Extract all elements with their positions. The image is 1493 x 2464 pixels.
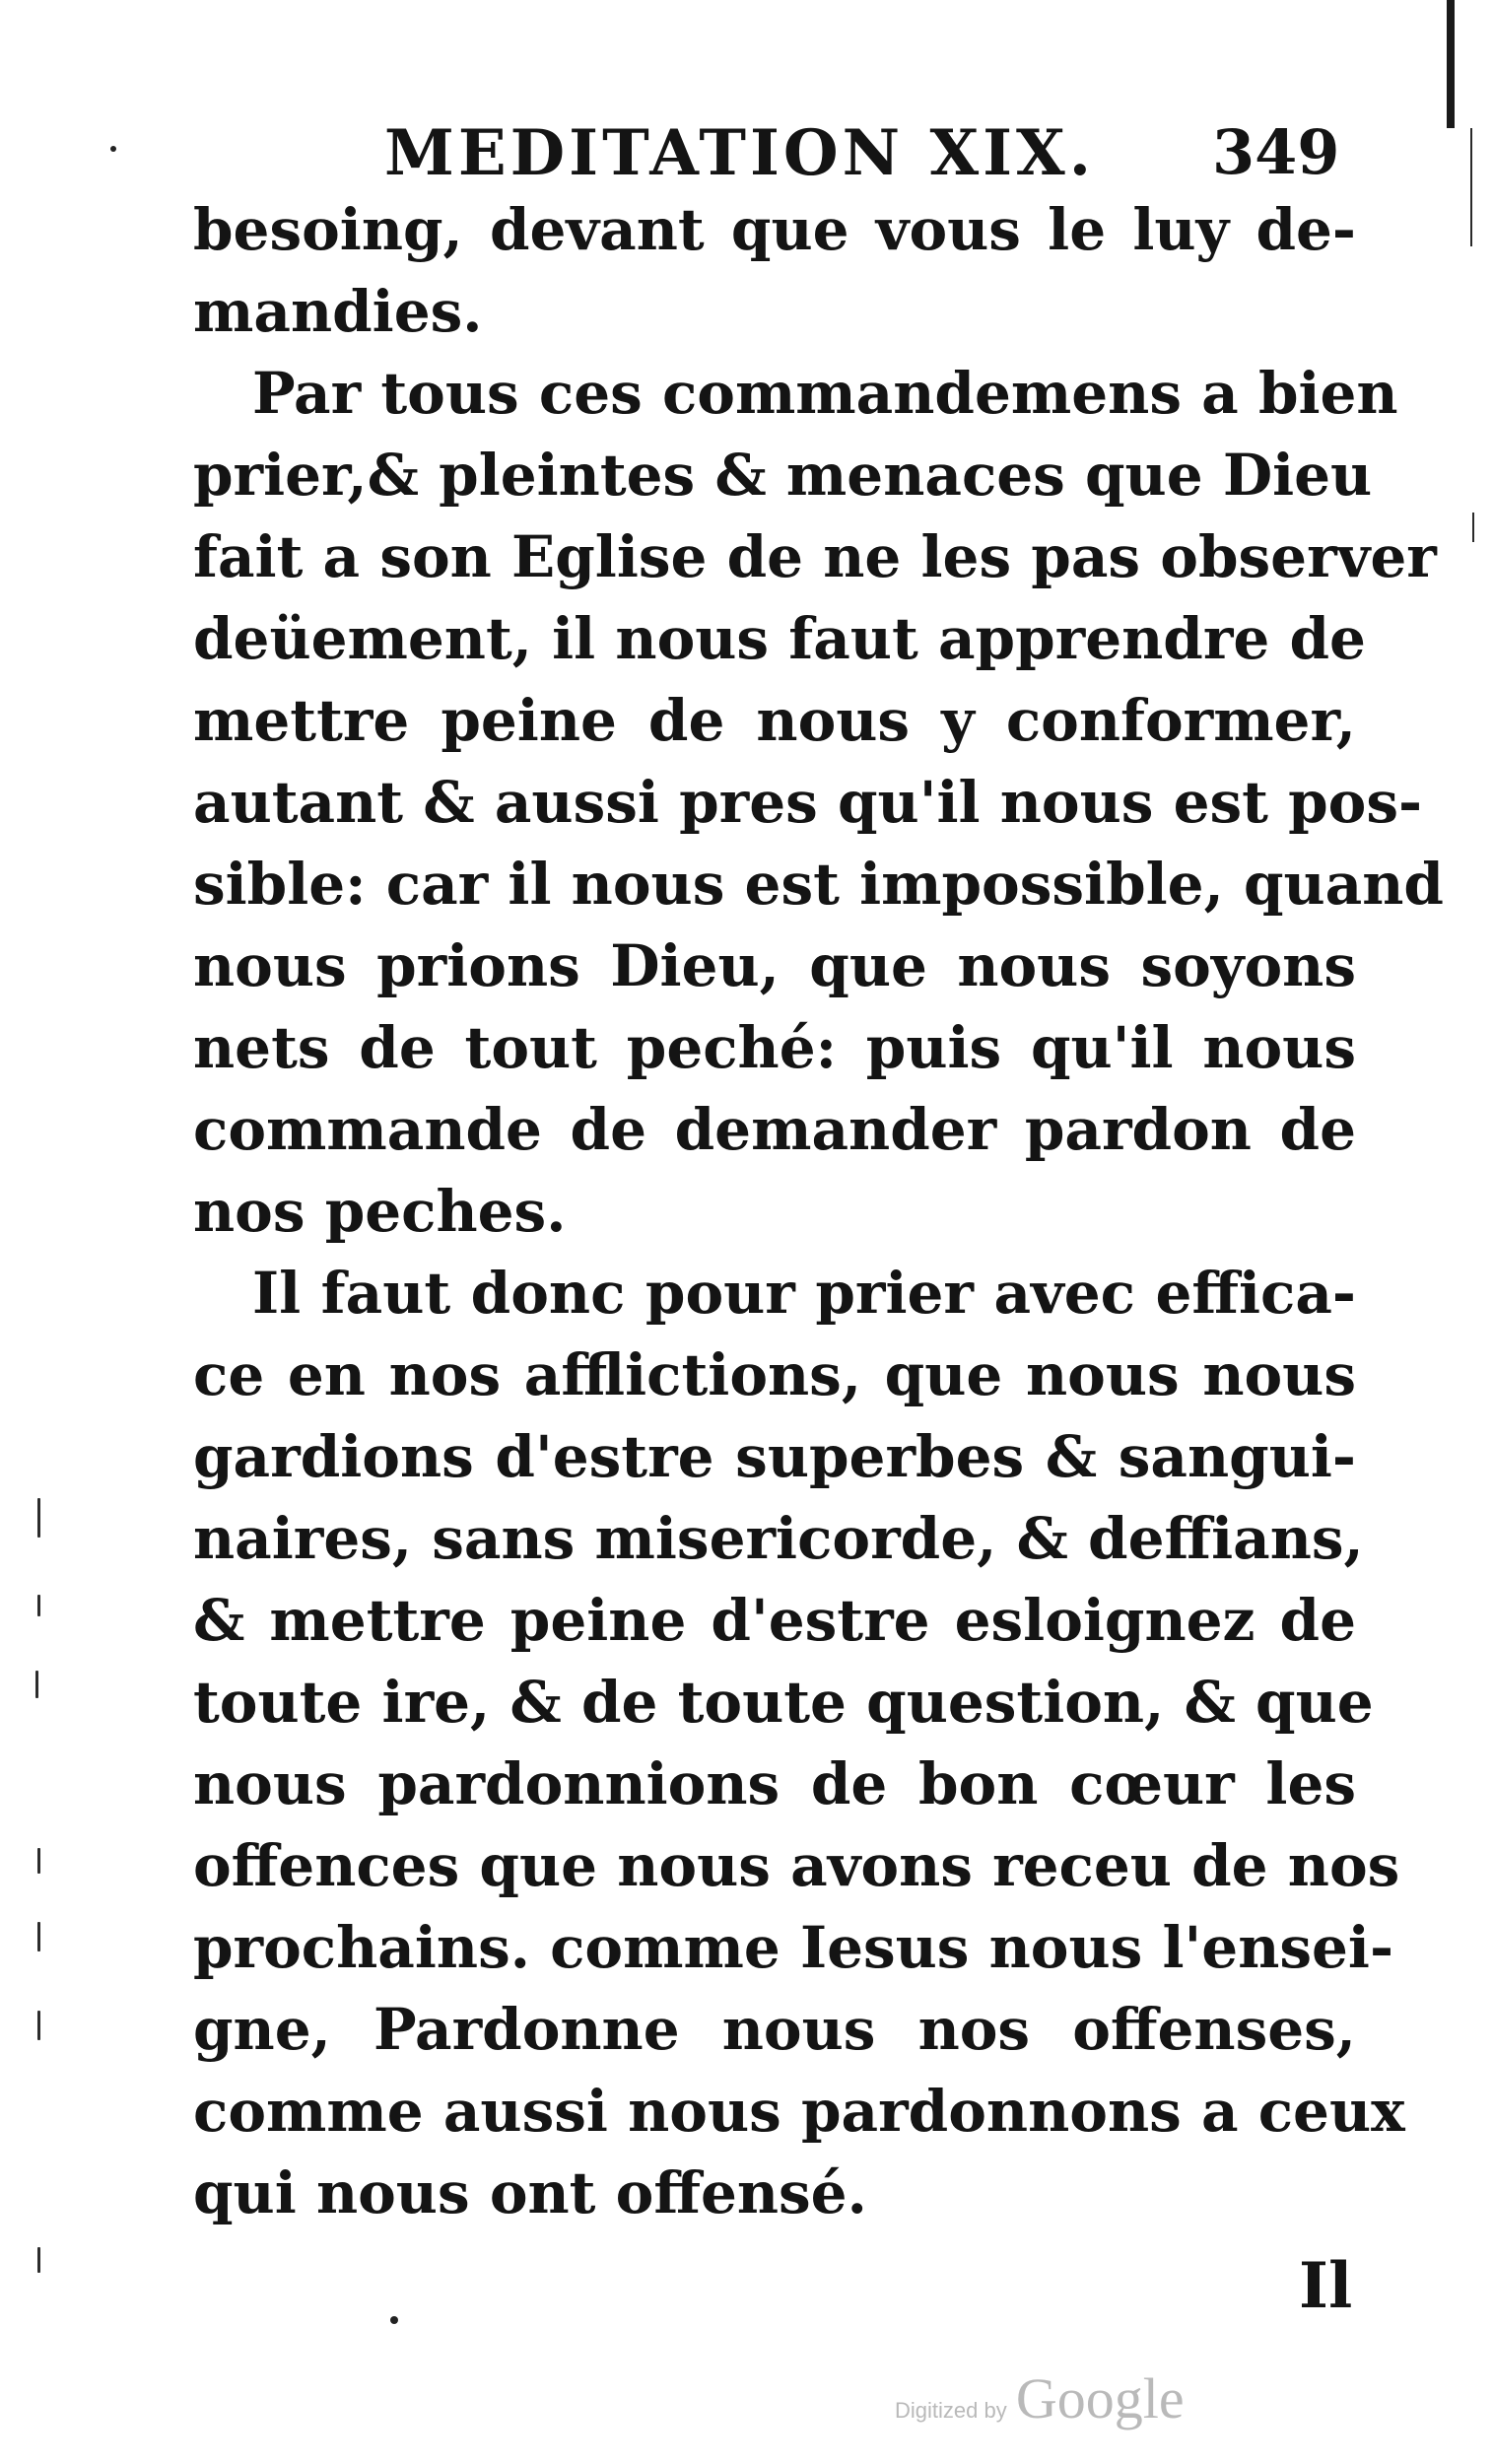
text-line: prochains. comme Iesus nous l'ensei- — [193, 1914, 1394, 1981]
text-line: commande de demander pardon de — [193, 1096, 1356, 1163]
text-line: nos peches. — [193, 1178, 567, 1245]
text-line: offences que nous avons receu de nos — [193, 1832, 1400, 1899]
text-line: comme aussi nous pardonnons a ceux — [193, 2078, 1405, 2145]
text-line: gne, Pardonne nous nos offenses, — [193, 1996, 1356, 2063]
page-number: 349 — [1212, 116, 1340, 188]
text-line: gardions d'estre superbes & sangui- — [193, 1423, 1356, 1490]
scan-edge-tick — [1472, 513, 1474, 542]
margin-mark — [37, 2011, 40, 2040]
text-line: Il faut donc pour prier avec effica- — [252, 1260, 1356, 1327]
text-line: prier,& pleintes & menaces que Dieu — [193, 442, 1373, 509]
margin-mark — [37, 1848, 40, 1874]
text-line: toute ire, & de toute question, & que — [193, 1669, 1374, 1736]
text-line: ce en nos afflictions, que nous nous — [193, 1341, 1356, 1408]
body-text — [193, 189, 1444, 2234]
scan-edge-bar — [1447, 0, 1455, 128]
paragraph — [193, 1253, 1405, 2234]
text-line: sible: car il nous est impossible, quand — [193, 851, 1444, 918]
google-logo: Google — [1015, 2366, 1185, 2430]
running-head — [0, 116, 1493, 195]
text-line: autant & aussi pres qu'il nous est pos- — [193, 769, 1423, 836]
text-line: mandies. — [193, 278, 483, 345]
paragraph — [193, 353, 1444, 1253]
catchword: Il — [1299, 2249, 1353, 2323]
text-line: mettre peine de nous y conformer, — [193, 687, 1356, 754]
text-line: deüement, il nous faut apprendre de — [193, 605, 1366, 672]
running-head-title: MEDITATION XIX. — [384, 116, 1095, 190]
text-line: fait a son Eglise de ne les pas observer — [193, 523, 1437, 590]
text-line: nous prions Dieu, que nous soyons — [193, 932, 1356, 999]
text-line: nous pardonnions de bon cœur les — [193, 1750, 1356, 1817]
text-line: Par tous ces commandemens a bien — [252, 360, 1398, 427]
paragraph — [193, 189, 1356, 353]
text-line: nets de tout peché: puis qu'il nous — [193, 1014, 1356, 1081]
margin-mark — [37, 2247, 40, 2273]
text-line: naires, sans misericorde, & deffians, — [193, 1505, 1364, 1572]
text-line: besoing, devant que vous le luy de- — [193, 196, 1356, 263]
margin-mark — [37, 1595, 40, 1616]
ink-speck — [390, 2316, 398, 2324]
google-watermark — [895, 2365, 1185, 2431]
margin-mark — [37, 1498, 40, 1538]
margin-mark — [37, 1922, 40, 1951]
margin-mark — [35, 1671, 38, 1698]
watermark-prefix: Digitized by — [895, 2398, 1007, 2423]
text-line: & mettre peine d'estre esloignez de — [193, 1587, 1356, 1654]
text-line: qui nous ont offensé. — [193, 2159, 867, 2226]
